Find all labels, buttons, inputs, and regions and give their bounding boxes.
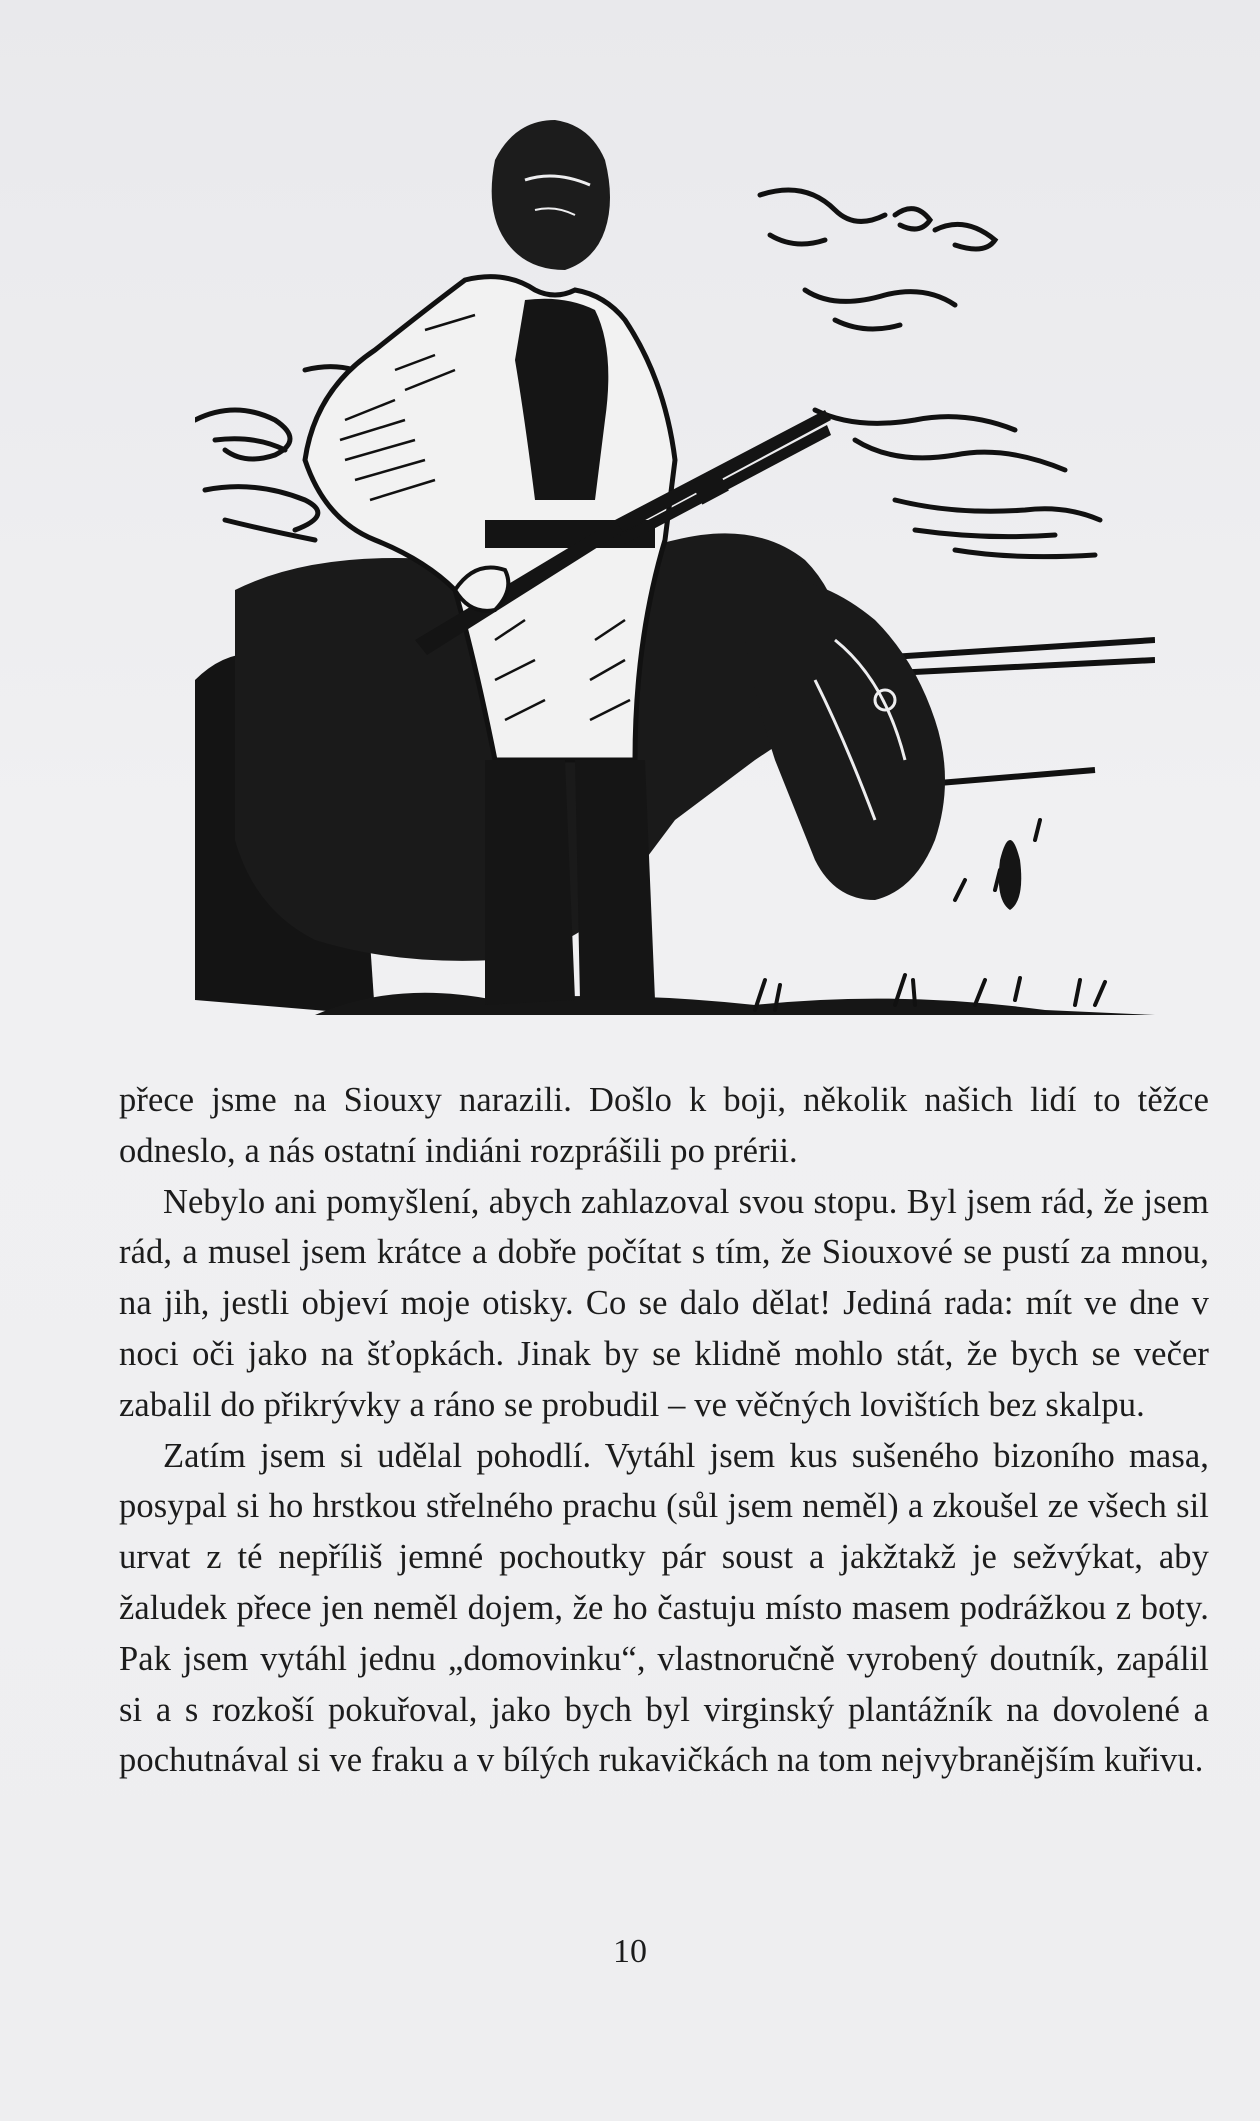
- horse-head: [745, 578, 945, 900]
- man-head: [492, 120, 610, 270]
- paragraph: Nebylo ani pomyšlení, abych zahlazoval svou stopu. Byl jsem rád, že jsem rád, a musel jsem krátce a dobře počítat s tím, že Siouxové se pustí za mnou, na jih, jestli objeví moje otisky. Co se dalo dělat! Jediná rada: mít ve dne v noci oči jako na šťopkách. Jinak by se klidně mohlo stát, že bych se večer zabalil do přikrývky a ráno se probudil – ve věčných lovištích bez skalpu.: [119, 1182, 1209, 1424]
- body-text: [119, 1075, 1209, 1786]
- page-number: 10: [613, 1933, 647, 1970]
- distant-tree: [999, 840, 1022, 910]
- man-legs: [485, 760, 575, 1005]
- ink-illustration: [195, 120, 1155, 1015]
- paragraph: Zatím jsem si udělal pohodlí. Vytáhl jsem kus sušeného bizoního masa, posypal si ho hrstkou střelného prachu (sůl jsem neměl) a zkoušel ze všech sil urvat z té nepříliš jemné pochoutky pár soust a jakžtakž je sežvýkat, aby žaludek přece jen neměl dojem, že ho častuju místo masem podrážkou z boty. Pak jsem vytáhl jednu „domovinku“, vlastnoručně vyrobený doutník, zapálil si a s rozkoší pokuřoval, jako bych byl virginský plantážník na dovolené a pochutnával si ve fraku a v bílých rukavičkách na tom nejvybranějším kuřivu.: [119, 1436, 1209, 1780]
- paragraph: přece jsme na Siouxy narazili. Došlo k boji, několik našich lidí to těžce odneslo, a nás ostatní indiáni rozprášili po prérii.: [119, 1081, 1209, 1170]
